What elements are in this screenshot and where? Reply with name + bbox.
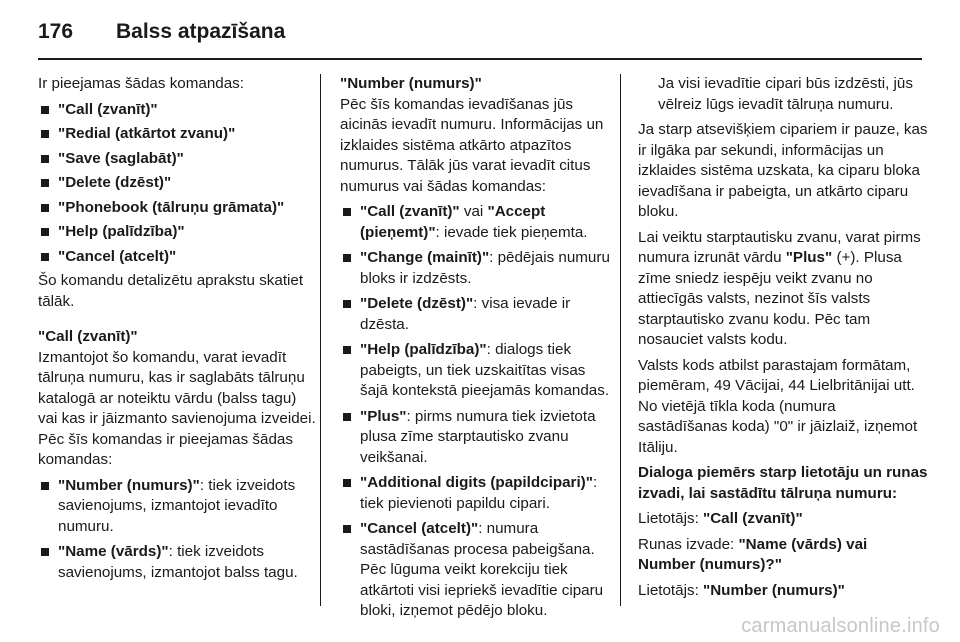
section-heading: "Number (numurs)" xyxy=(340,75,482,92)
column-divider xyxy=(620,74,621,606)
bullet-icon xyxy=(343,208,351,216)
bullet-icon xyxy=(343,300,351,308)
column-divider xyxy=(320,74,321,606)
bullet-icon xyxy=(41,204,49,212)
bullet-icon xyxy=(343,346,351,354)
list-item: "Number (numurs)": tiek izveidots savienojums, izmantojot ievadīto numuru. xyxy=(38,476,318,538)
bullet-icon xyxy=(343,254,351,262)
bullet-icon xyxy=(343,413,351,421)
column-2 xyxy=(340,74,610,627)
bullet-icon xyxy=(343,479,351,487)
number-commands-list xyxy=(340,202,610,622)
list-item: "Cancel (atcelt)" xyxy=(38,247,318,268)
section-heading: Dialoga piemērs starp lietotāju un runas izvadi, lai sastādītu tālruņa numuru: xyxy=(638,464,928,502)
bullet-icon xyxy=(41,179,49,187)
list-item: "Plus": pirms numura tiek izvietota plusa zīme starptautisko zvanu veikšanai. xyxy=(340,407,610,469)
list-item: "Change (mainīt)": pēdējais numuru bloks ir izdzēsts. xyxy=(340,248,610,289)
list-item: "Delete (dzēst)" xyxy=(38,173,318,194)
paragraph: Lai veiktu starptautisku zvanu, varat pirms numura izrunāt vārdu "Plus" (+). Plusa zīme sniedz iespēju veikt zvanu no attiecīgās valsts, nezinot šīs valsts starptautisko zvanu kodu. Pēc tam nosauciet valsts kodu. xyxy=(638,228,921,348)
bullet-icon xyxy=(41,482,49,490)
list-item: "Help (palīdzība)" xyxy=(38,222,318,243)
list-item: "Phonebook (tālruņu grāmata)" xyxy=(38,198,318,219)
continued-text: Ja visi ievadītie cipari būs izdzēsti, jūs vēlreiz lūgs ievadīt tālruņa numuru. xyxy=(658,75,913,113)
list-item: "Call (zvanīt)" vai "Accept (pieņemt)": ievade tiek pieņemta. xyxy=(340,202,610,243)
chapter-title: Balss atpazīšana xyxy=(116,20,286,43)
page-number: 176 xyxy=(38,20,74,43)
bullet-icon xyxy=(41,228,49,236)
list-item: "Help (palīdzība)": dialogs tiek pabeigts, un tiek uzskaitītas visas šajā kontekstā pieejamās komandas. xyxy=(340,340,610,402)
dialog-line: Runas izvade: "Name (vārds) vai Number (numurs)?" xyxy=(638,535,868,573)
list-item: "Cancel (atcelt)": numura sastādīšanas procesa pabeigšana. Pēc lūguma veikt korekciju tiek atkārtoti visi iepriekš ievadītie ciparu bloki, izņemot pēdējo bloku. xyxy=(340,519,610,622)
list-item: "Save (saglabāt)" xyxy=(38,149,318,170)
list-item: "Delete (dzēst)": visa ievade ir dzēsta. xyxy=(340,294,610,335)
intro-text: Ir pieejamas šādas komandas: xyxy=(38,75,244,92)
call-options-list xyxy=(38,476,318,584)
bullet-icon xyxy=(343,525,351,533)
watermark: carmanualsonline.info xyxy=(741,615,940,637)
list-item: "Call (zvanīt)" xyxy=(38,100,318,121)
bullet-icon xyxy=(41,253,49,261)
header-rule xyxy=(38,58,922,60)
command-list xyxy=(38,100,318,268)
bullet-icon xyxy=(41,130,49,138)
bullet-icon xyxy=(41,155,49,163)
column-3 xyxy=(638,74,928,606)
paragraph: Valsts kods atbilst parastajam formātam, piemēram, 49 Vācijai, 44 Lielbritānijai utt. No vietējā tīkla koda (numura sastādīšanas koda) "0" ir jāizlaiž, izņemot Itāliju. xyxy=(638,356,918,456)
bullet-icon xyxy=(41,106,49,114)
column-1 xyxy=(38,74,318,588)
paragraph: Pēc šīs komandas ievadīšanas jūs aicinās ievadīt numuru. Informācijas un izklaides sistēma atkārto atpazītos numurus. Tālāk jūs varat ievadīt citus numurus vai šādas komandas: xyxy=(340,95,604,195)
bullet-icon xyxy=(41,548,49,556)
paragraph: Ja starp atsevišķiem cipariem ir pauze, kas ir ilgāka par sekundi, informācijas un izklaides sistēma uzskata, ka ciparu bloka ievadīšana ir pabeigta, un atkārto ciparu bloku. xyxy=(638,121,928,220)
detail-text: Šo komandu detalizētu aprakstu skatiet tālāk. xyxy=(38,272,304,310)
list-item: "Additional digits (papildcipari)": tiek pievienoti papildu cipari. xyxy=(340,473,610,514)
paragraph: Izmantojot šo komandu, varat ievadīt tālruņa numuru, kas ir saglabāts tālruņu katalogā ar noteiktu vārdu (balss tagu) vai kas ir jāizmanto savienojuma izveidei. Pēc šīs komandas ir pieejamas šādas komandas: xyxy=(38,348,316,468)
list-item: "Redial (atkārtot zvanu)" xyxy=(38,124,318,145)
section-heading: "Call (zvanīt)" xyxy=(38,328,138,345)
dialog-line: Lietotājs: "Call (zvanīt)" xyxy=(638,510,803,527)
page-header xyxy=(38,14,922,54)
list-item: "Name (vārds)": tiek izveidots savienojums, izmantojot balss tagu. xyxy=(38,542,318,583)
dialog-line: Lietotājs: "Number (numurs)" xyxy=(638,581,845,599)
